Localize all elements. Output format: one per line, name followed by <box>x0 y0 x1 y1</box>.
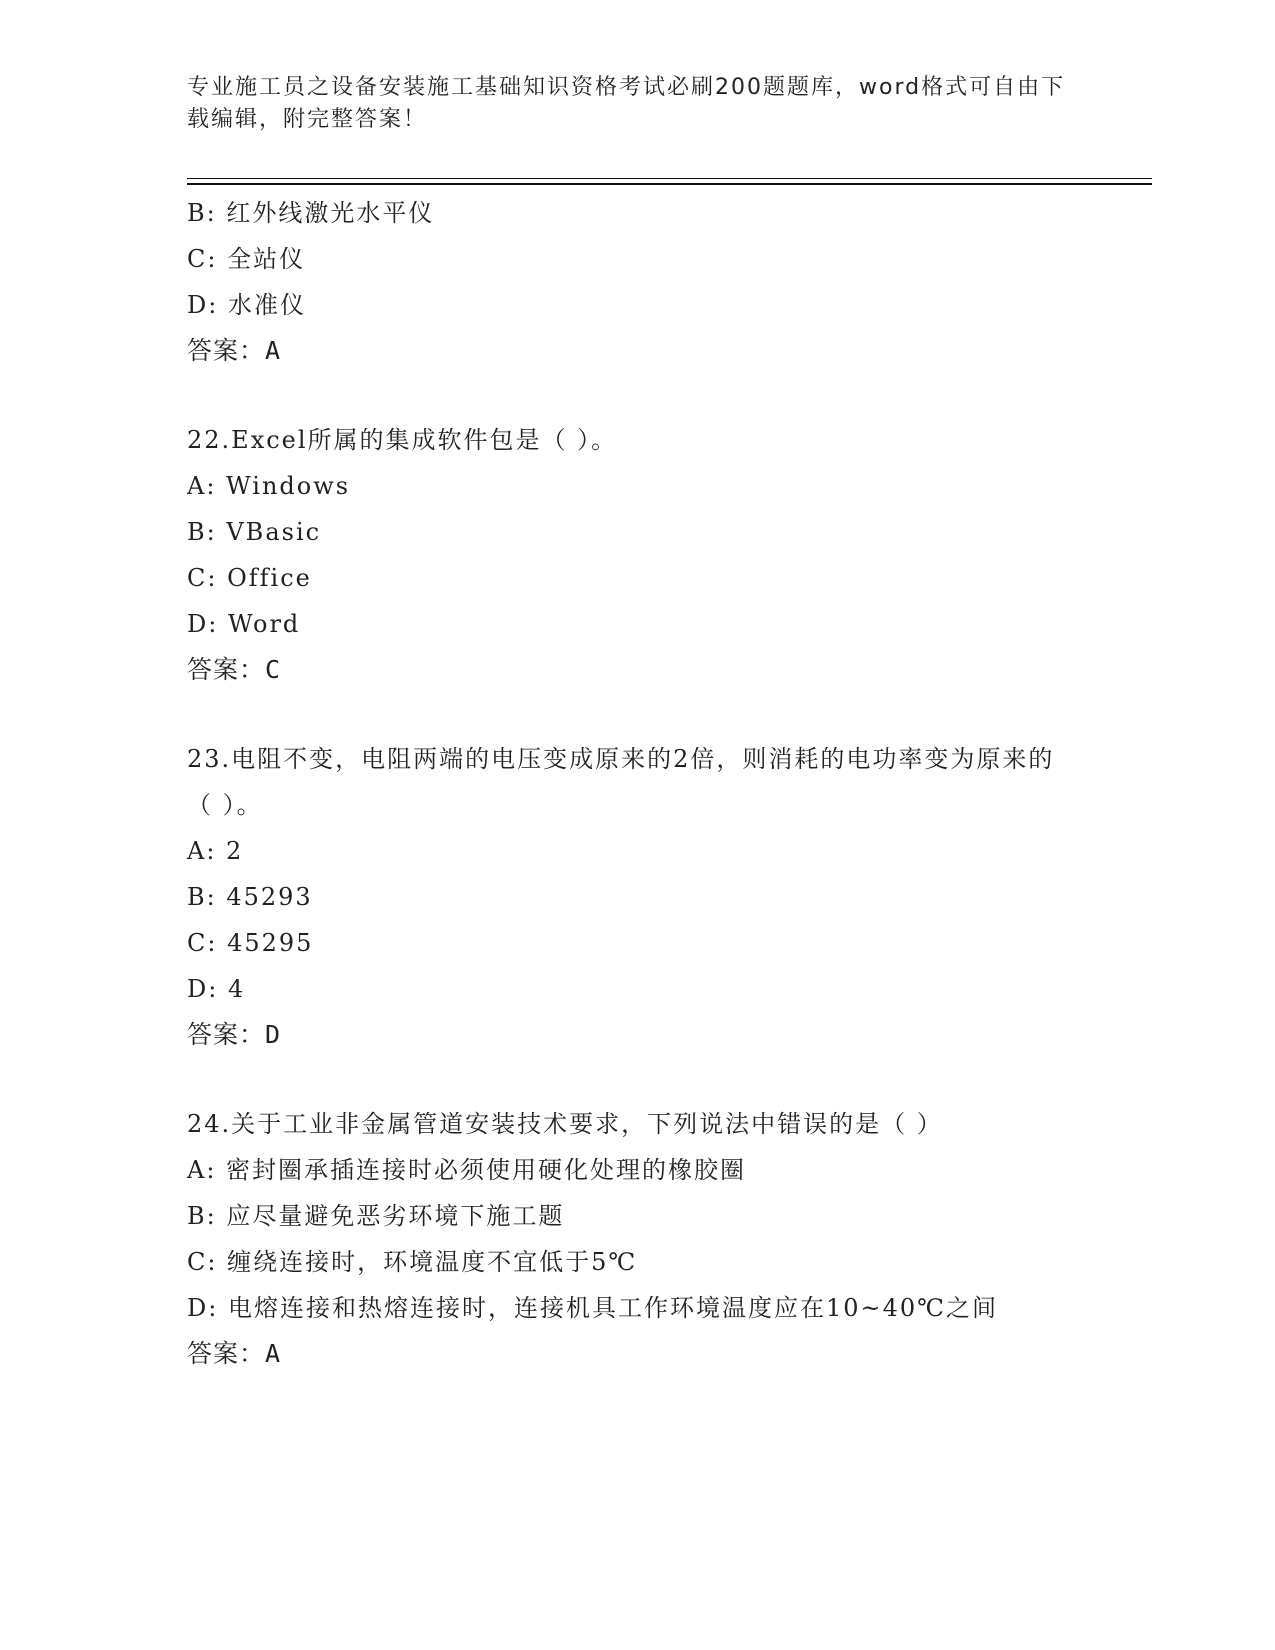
header-divider-thick <box>187 183 1152 185</box>
option-c: C: Office <box>187 564 312 592</box>
document-header: 专业施工员之设备安装施工基础知识资格考试必刷200题题库，word格式可自由下载编辑，附完整答案！ <box>187 75 1066 132</box>
option-b: B: VBasic <box>187 518 322 546</box>
question-21-tail <box>187 190 1087 373</box>
option-a: A: 2 <box>187 837 244 865</box>
option-c: C: 缠绕连接时，环境温度不宜低于5℃ <box>187 1248 638 1276</box>
answer-label: 答案： <box>187 1339 266 1368</box>
question-stem: 22.Excel所属的集成软件包是（ ）。 <box>187 426 618 454</box>
answer-line <box>187 328 1087 373</box>
question-list <box>187 190 1087 1376</box>
spacer <box>187 373 1087 417</box>
option-d: D: Word <box>187 610 301 638</box>
option-c: C: 全站仪 <box>187 245 306 273</box>
answer-value: A <box>265 1339 282 1368</box>
answer-line <box>187 1012 1087 1057</box>
option-b: B: 红外线激光水平仪 <box>187 199 435 227</box>
answer-label: 答案： <box>187 655 266 684</box>
question-23 <box>187 736 1087 1057</box>
answer-label: 答案： <box>187 336 266 365</box>
option-c: C: 45295 <box>187 929 314 957</box>
option-d: D: 4 <box>187 975 246 1003</box>
answer-value: C <box>265 655 282 684</box>
spacer <box>187 1057 1087 1101</box>
option-d: D: 水准仪 <box>187 291 306 319</box>
option-a: A: 密封圈承插连接时必须使用硬化处理的橡胶圈 <box>187 1156 747 1184</box>
option-a: A: Windows <box>187 472 351 500</box>
answer-value: A <box>265 336 282 365</box>
question-22 <box>187 417 1087 692</box>
question-stem: 24.关于工业非金属管道安装技术要求，下列说法中错误的是（ ） <box>187 1110 943 1138</box>
answer-label: 答案： <box>187 1020 266 1049</box>
option-b: B: 应尽量避免恶劣环境下施工题 <box>187 1202 565 1230</box>
option-b: B: 45293 <box>187 883 313 911</box>
answer-line <box>187 647 1087 692</box>
answer-value: D <box>265 1020 282 1049</box>
answer-line <box>187 1331 1087 1376</box>
spacer <box>187 692 1087 736</box>
question-24 <box>187 1101 1087 1376</box>
question-stem: 23.电阻不变，电阻两端的电压变成原来的2倍，则消耗的电功率变为原来的（ ）。 <box>187 745 1055 819</box>
header-divider-thin <box>187 178 1152 179</box>
option-d: D: 电熔连接和热熔连接时，连接机具工作环境温度应在10~40℃之间 <box>187 1294 998 1322</box>
